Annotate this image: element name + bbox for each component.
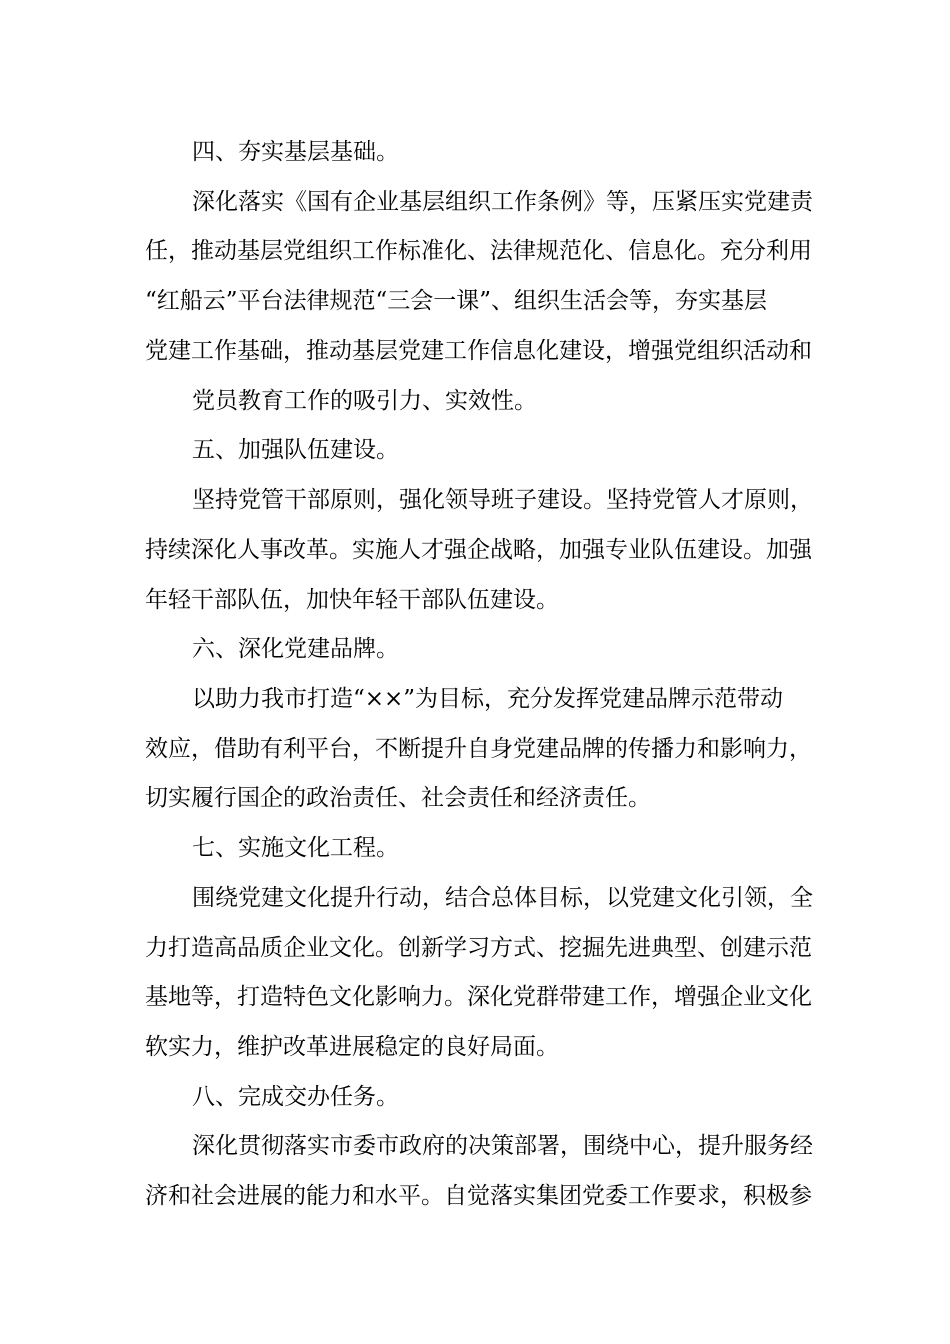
paragraph-line: 切实履行国企的政治责任、社会责任和经济责任。 <box>145 785 651 811</box>
paragraph-line: 以助力我市打造“××”为目标，充分发挥党建品牌示范带动 <box>192 686 784 712</box>
heading-six: 六、深化党建品牌。 <box>192 636 399 662</box>
heading-seven: 七、实施文化工程。 <box>192 835 399 861</box>
paragraph-line: 深化落实《国有企业基层组织工作条例》等，压紧压实党建责 <box>192 189 813 215</box>
paragraph-line: 年轻干部队伍，加快年轻干部队伍建设。 <box>145 587 559 613</box>
paragraph-line: 基地等，打造特色文化影响力。深化党群带建工作，增强企业文化 <box>145 984 812 1010</box>
paragraph-line: 围绕党建文化提升行动，结合总体目标，以党建文化引领，全 <box>192 885 813 911</box>
heading-eight: 八、完成交办任务。 <box>192 1084 399 1110</box>
paragraph-line: 坚持党管干部原则，强化领导班子建设。坚持党管人才原则， <box>192 487 813 513</box>
paragraph-line: 软实力，维护改革进展稳定的良好局面。 <box>145 1034 559 1060</box>
paragraph-line: 深化贯彻落实市委市政府的决策部署，围绕中心，提升服务经 <box>192 1133 813 1159</box>
paragraph-line: 持续深化人事改革。实施人才强企战略，加强专业队伍建设。加强 <box>145 537 812 563</box>
heading-five: 五、加强队伍建设。 <box>192 437 399 463</box>
paragraph-line: 党建工作基础，推动基层党建工作信息化建设，增强党组织活动和 <box>145 338 812 364</box>
paragraph-line: 任，推动基层党组织工作标准化、法律规范化、信息化。充分利用 <box>145 238 812 264</box>
paragraph-line: “红船云”平台法律规范“三会一课”、组织生活会等，夯实基层 <box>145 288 768 314</box>
heading-four: 四、夯实基层基础。 <box>192 139 399 165</box>
paragraph-line: 济和社会进展的能力和水平。自觉落实集团党委工作要求，积极参 <box>145 1183 812 1209</box>
paragraph-line: 力打造高品质企业文化。创新学习方式、挖掘先进典型、创建示范 <box>145 935 812 961</box>
paragraph-line: 党员教育工作的吸引力、实效性。 <box>192 388 537 414</box>
paragraph-line: 效应，借助有利平台，不断提升自身党建品牌的传播力和影响力， <box>145 736 812 762</box>
